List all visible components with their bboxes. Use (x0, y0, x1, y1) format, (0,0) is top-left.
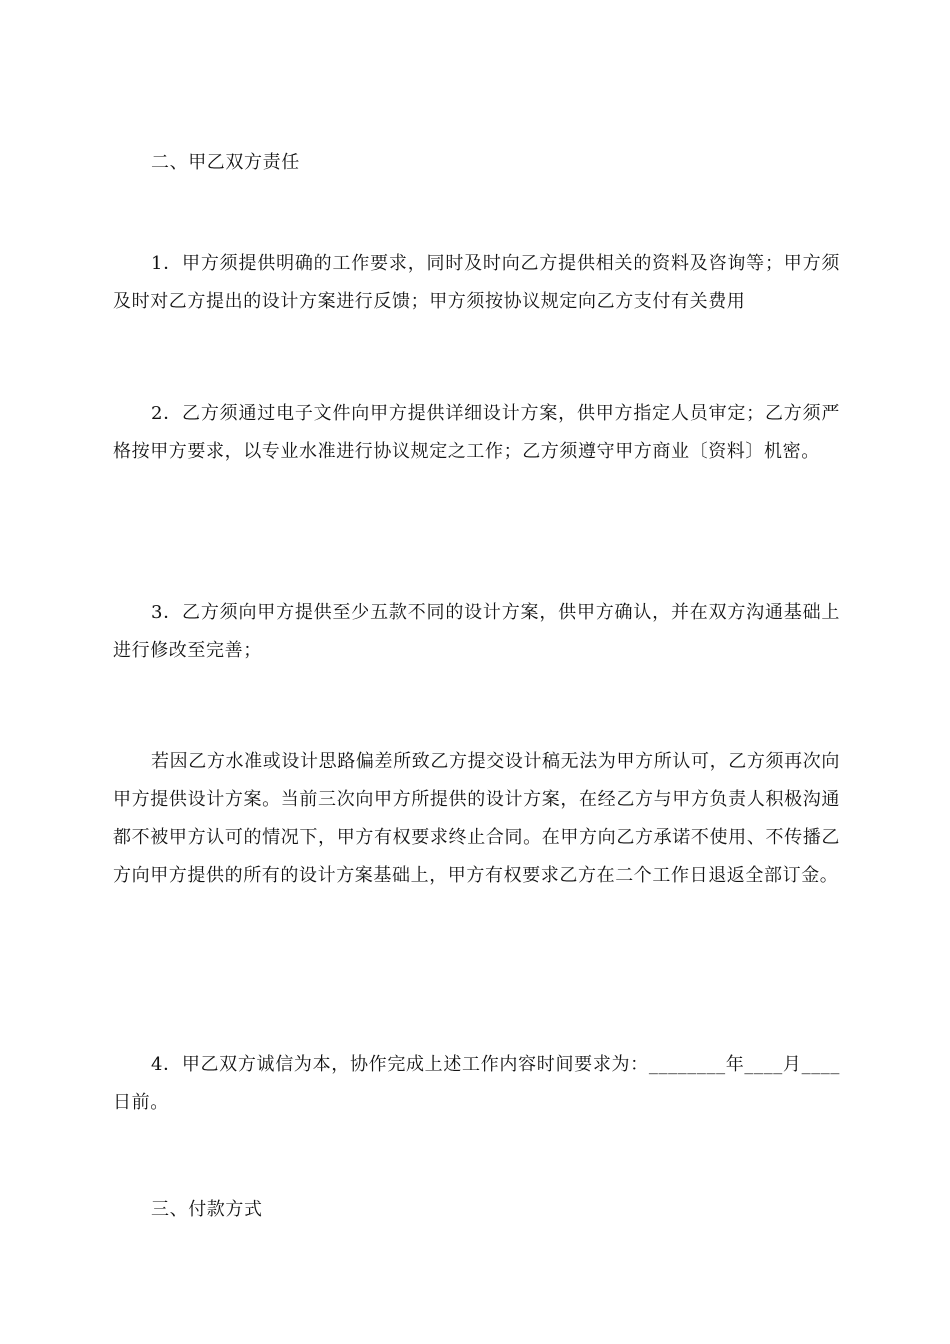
section-heading-payment: 三、付款方式 (151, 1199, 263, 1220)
clause-item-1: 1．甲方须提供明确的工作要求，同时及时向乙方提供相关的资料及咨询等；甲方须及时对乙方提出的设计方案进行反馈；甲方须按协议规定向乙方支付有关费用 (113, 253, 840, 312)
clause-item-2: 2．乙方须通过电子文件向甲方提供详细设计方案，供甲方指定人员审定；乙方须严格按甲方要求，以专业水准进行协议规定之工作；乙方须遵守甲方商业〔资料〕机密。 (113, 403, 840, 462)
section-heading-responsibilities: 二、甲乙双方责任 (151, 152, 300, 173)
clause-item-4: 4．甲乙双方诚信为本，协作完成上述工作内容时间要求为：________年____月____日前。 (113, 1054, 840, 1113)
clause-item-3: 3．乙方须向甲方提供至少五款不同的设计方案，供甲方确认，并在双方沟通基础上进行修改至完善； (113, 602, 840, 661)
clause-item-3-note: 若因乙方水准或设计思路偏差所致乙方提交设计稿无法为甲方所认可，乙方须再次向甲方提供设计方案。当前三次向甲方所提供的设计方案，在经乙方与甲方负责人积极沟通都不被甲方认可的情况下，甲方有权要求终止合同。在甲方向乙方承诺不使用、不传播乙方向甲方提供的所有的设计方案基础上，甲方有权要求乙方在二个工作日退返全部订金。 (113, 751, 840, 886)
